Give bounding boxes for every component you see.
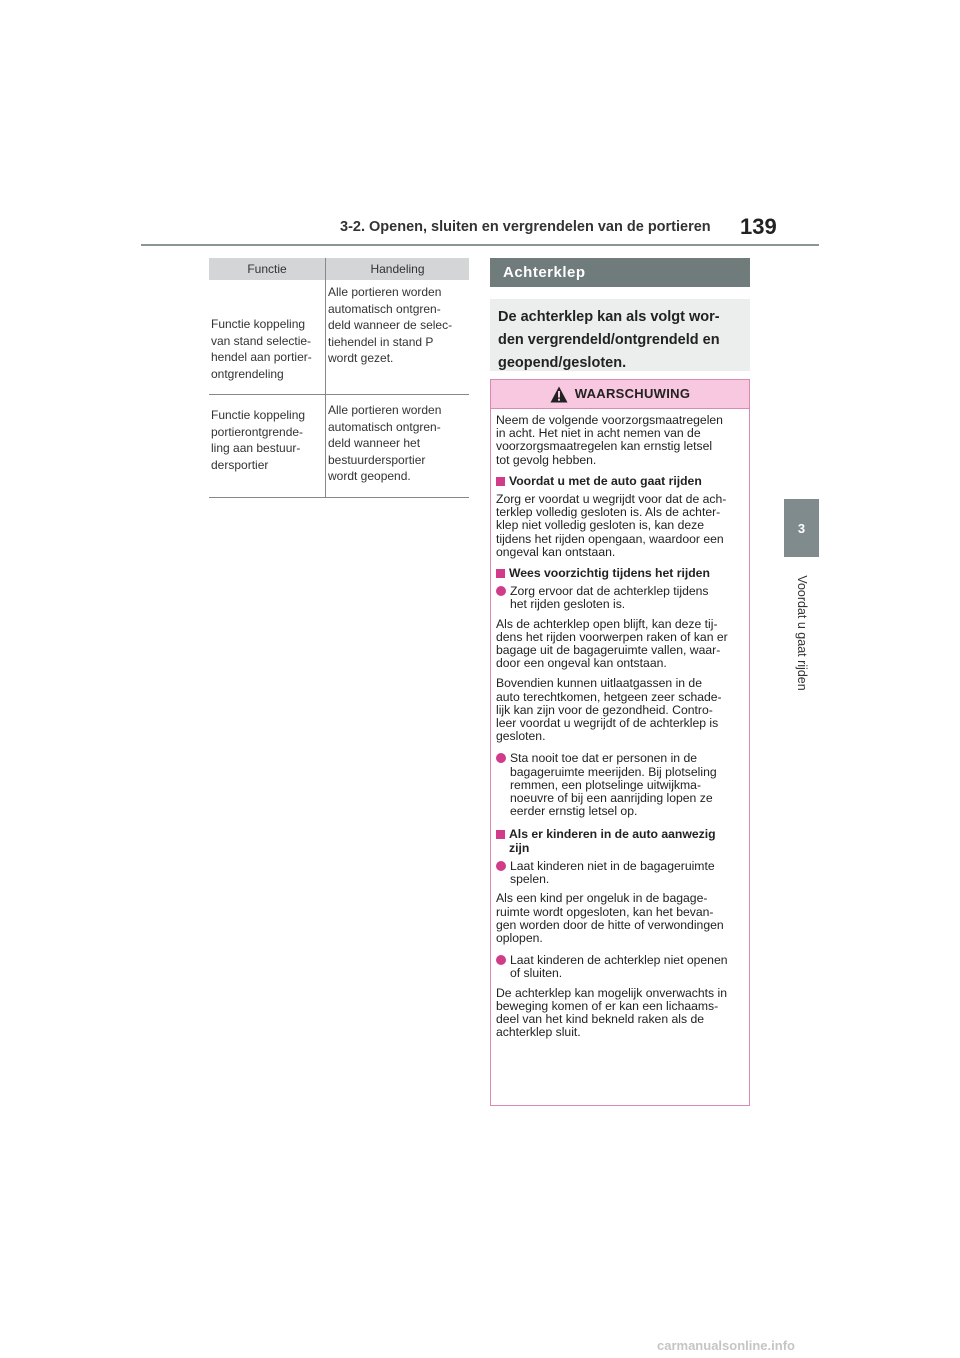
warning-title: WAARSCHUWING: [574, 386, 691, 402]
paragraph: [496, 677, 743, 743]
cell-line: wordt geopend.: [328, 469, 411, 483]
table-cell-function: [209, 395, 326, 498]
cell-line: deld wanneer het: [328, 436, 421, 450]
text-line: remmen, een plotselinge uitwijkma-: [510, 777, 702, 792]
cell-line: van stand selectie-: [211, 333, 312, 348]
text-line: noeuvre of bij een aanrijding lopen ze: [510, 791, 713, 806]
cell-line: Functie koppeling: [211, 317, 306, 331]
text-line: oplopen.: [496, 930, 543, 945]
cell-line: ling aan bestuur-: [211, 441, 301, 455]
section-intro: [490, 299, 750, 371]
warning-body: [491, 409, 749, 1039]
warning-header: [491, 380, 749, 409]
text-line: bagage uit de bagageruimte vallen, waar-: [496, 643, 721, 658]
text-line: achterklep sluit.: [496, 1025, 581, 1040]
text-line: gen worden door de hitte of verwondingen: [496, 917, 724, 932]
text-line: Laat kinderen de achterklep niet openen: [510, 953, 728, 968]
intro-line: den vergrendeld/ontgrendeld en: [498, 332, 720, 348]
paragraph: [496, 618, 743, 671]
text-line: ruimte wordt opgesloten, kan het bevan-: [496, 904, 714, 919]
text-line: of sluiten.: [510, 966, 563, 981]
cell-line: wordt gezet.: [328, 351, 394, 365]
text-line: Neem de volgende voorzorgsmaatregelen: [496, 413, 723, 427]
cell-line: dersportier: [211, 457, 269, 472]
paragraph: [496, 493, 743, 559]
subheading-while-driving: Wees voorzichtig tijdens het rijden: [496, 567, 743, 580]
bullet-item: [496, 752, 743, 818]
cell-line: deld wanneer de selec-: [328, 318, 453, 332]
cell-line: automatisch ontgren-: [328, 301, 441, 316]
table-header-action: Handeling: [326, 258, 470, 280]
bullet-item: [496, 860, 743, 886]
text-line: in acht. Het niet in acht nemen van de: [496, 426, 701, 441]
text-line: zijn: [509, 840, 530, 855]
table-row: [209, 395, 469, 498]
text-line: het rijden gesloten is.: [510, 597, 626, 612]
text-line: Zorg er voordat u wegrijdt voor dat de ach-: [496, 492, 727, 507]
paragraph: [496, 892, 743, 945]
table-cell-action: [326, 395, 470, 498]
section-heading: Achterklep: [490, 258, 750, 287]
text-line: spelen.: [510, 872, 550, 887]
warning-triangle-icon: [550, 386, 568, 403]
chapter-tab: 3: [784, 499, 819, 557]
text-line: door een ongeval kan ontstaan.: [496, 656, 667, 671]
text-line: Bovendien kunnen uitlaatgassen in de: [496, 676, 702, 691]
text-line: Als er kinderen in de auto aanwezig: [509, 827, 716, 842]
watermark: carmanualsonline.info: [657, 1338, 795, 1353]
intro-line: geopend/gesloten.: [498, 355, 627, 371]
text-line: De achterklep kan mogelijk onverwachts in: [496, 985, 727, 1000]
text-line: Als de achterklep open blijft, kan deze tij-: [496, 616, 718, 631]
cell-line: Functie koppeling: [211, 408, 306, 422]
intro-line: De achterklep kan als volgt wor-: [498, 309, 720, 325]
text-line: tot gevolg hebben.: [496, 452, 597, 467]
bullet-item: [496, 954, 743, 980]
cell-line: Alle portieren worden: [328, 403, 442, 417]
text-line: ongeval kan ontstaan.: [496, 544, 616, 559]
header-rule: [141, 244, 819, 246]
subheading-children: [496, 828, 743, 854]
page-number: 139: [740, 214, 777, 239]
text-line: bagageruimte meerijden. Bij plotseling: [510, 764, 717, 779]
cell-line: hendel aan portier-: [211, 350, 312, 364]
text-line: Zorg ervoor dat de achterklep tijdens: [510, 584, 709, 599]
text-line: deel van het kind bekneld raken als de: [496, 1011, 705, 1026]
warning-box: [490, 379, 750, 1106]
text-line: Als een kind per ongeluk in de bagage-: [496, 891, 708, 906]
text-line: gesloten.: [496, 729, 546, 744]
text-line: lijk kan zijn voor de gezondheid. Contro-: [496, 702, 713, 717]
cell-line: tiehendel in stand P: [328, 334, 434, 349]
text-line: Laat kinderen niet in de bagageruimte: [510, 858, 715, 873]
subheading-before-driving: Voordat u met de auto gaat rijden: [496, 475, 743, 488]
table-row: [209, 280, 469, 395]
text-line: tijdens het rijden opengaan, waardoor een: [496, 531, 724, 546]
text-line: voorzorgsmaatregelen kan ernstig letsel: [496, 439, 713, 454]
cell-line: portierontgrende-: [211, 424, 304, 439]
text-line: dens het rijden voorwerpen raken of kan er: [496, 629, 728, 644]
warning-intro: [496, 414, 743, 467]
text-line: klep niet volledig gesloten is, kan deze: [496, 518, 704, 533]
running-header-title: 3-2. Openen, sluiten en vergrendelen van de portieren: [340, 219, 711, 235]
text-line: beweging komen of er kan een lichaams-: [496, 998, 719, 1013]
text-line: terklep volledig gesloten is. Als de achter-: [496, 505, 721, 520]
cell-line: bestuurdersportier: [328, 452, 426, 467]
bullet-item: [496, 585, 743, 611]
cell-line: ontgrendeling: [211, 366, 284, 381]
table-cell-action: [326, 280, 470, 395]
text-line: leer voordat u wegrijdt of de achterklep is: [496, 716, 719, 731]
function-table: [209, 258, 469, 498]
table-cell-function: [209, 280, 326, 395]
chapter-label-text: Voordat u gaat rijden: [795, 575, 809, 691]
cell-line: Alle portieren worden: [328, 285, 442, 299]
text-line: Sta nooit toe dat er personen in de: [510, 751, 698, 766]
paragraph: [496, 987, 743, 1040]
text-line: auto terechtkomen, hetgeen zeer schade-: [496, 689, 722, 704]
chapter-side-label: [782, 565, 822, 701]
table-header-function: Functie: [209, 258, 326, 280]
cell-line: automatisch ontgren-: [328, 419, 441, 434]
text-line: eerder ernstig letsel op.: [510, 804, 638, 819]
